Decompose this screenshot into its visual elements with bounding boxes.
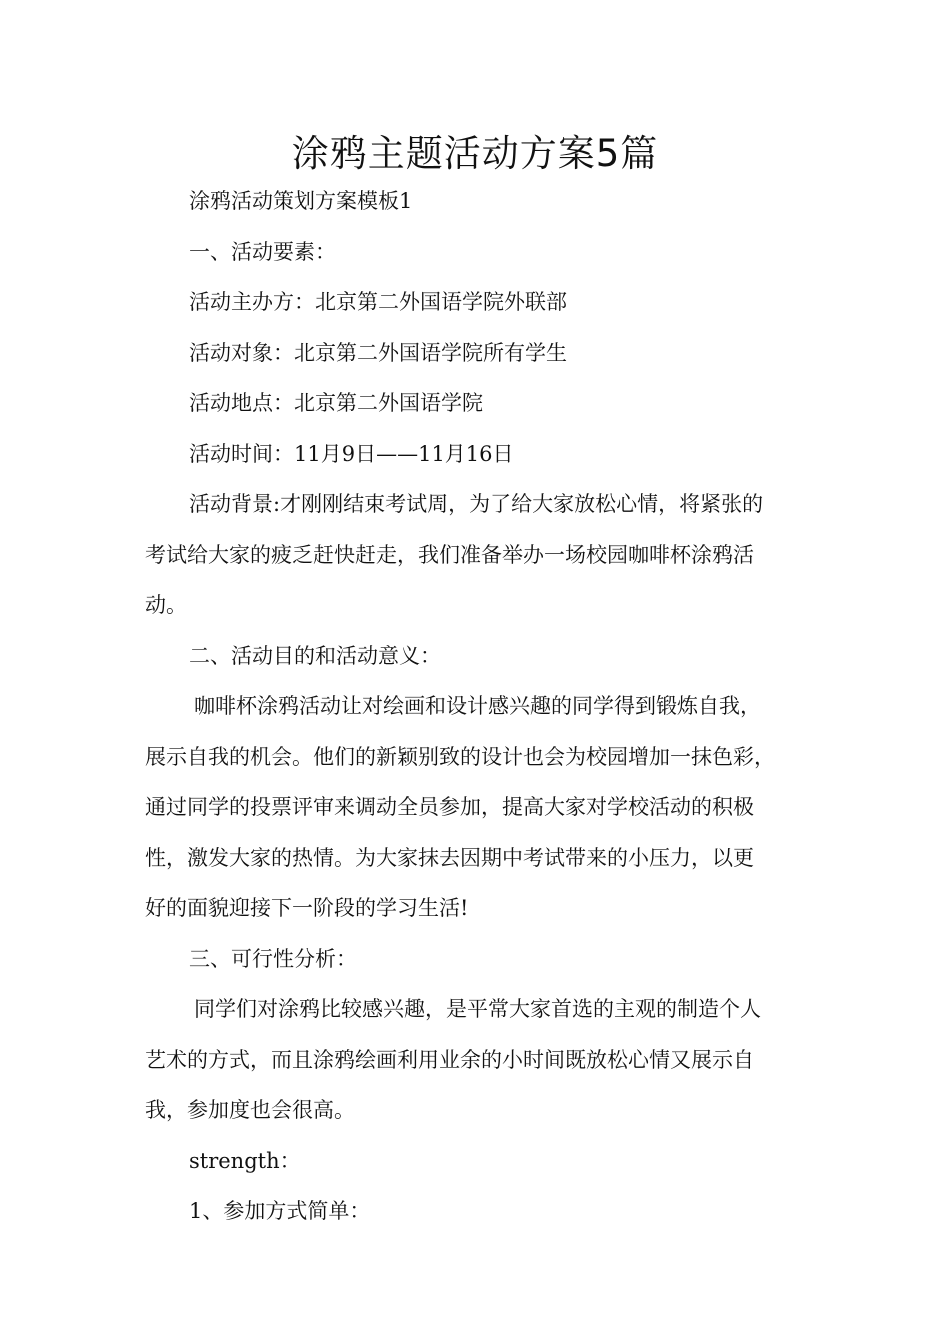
- section-heading-2: 二、活动目的和活动意义：: [189, 643, 441, 668]
- section-heading-3: 三、可行性分析：: [189, 946, 357, 971]
- document-body: [145, 176, 825, 1237]
- feasibility-line-3: 我，参加度也会很高。: [145, 1098, 355, 1122]
- feasibility-line-1: 同学们对涂鸦比较感兴趣，是平常大家首选的主观的制造个人: [194, 997, 761, 1021]
- purpose-line-4: 性，激发大家的热情。为大家抹去因期中考试带来的小压力，以更: [145, 845, 754, 870]
- purpose-line-3: 通过同学的投票评审来调动全员参加，提高大家对学校活动的积极: [145, 795, 754, 819]
- background-line-1: 活动背景:才刚刚结束考试周，为了给大家放松心情，将紧张的: [189, 492, 764, 516]
- document-title: 涂鸦主题活动方案5篇: [291, 132, 659, 175]
- strength-heading: strength：: [189, 1148, 301, 1173]
- purpose-line-2: 展示自我的机会。他们的新颖别致的设计也会为校园增加一抹色彩，: [145, 744, 775, 769]
- section-heading-1: 一、活动要素：: [189, 239, 336, 264]
- purpose-line-5: 好的面貌迎接下一阶段的学习生活!: [145, 896, 469, 920]
- purpose-line-1: 咖啡杯涂鸦活动让对绘画和设计感兴趣的同学得到锻炼自我，: [194, 694, 761, 718]
- background-line-3: 动。: [145, 593, 187, 617]
- time-line: 活动时间：11月9日——11月16日: [189, 441, 514, 466]
- section-subtitle: 涂鸦活动策划方案模板1: [189, 189, 413, 213]
- location-line: 活动地点：北京第二外国语学院: [189, 391, 483, 415]
- strength-item-1: 1、参加方式简单：: [189, 1199, 371, 1223]
- background-line-2: 考试给大家的疲乏赶快赶走，我们准备举办一场校园咖啡杯涂鸦活: [145, 542, 754, 567]
- audience-line: 活动对象：北京第二外国语学院所有学生: [189, 340, 567, 365]
- feasibility-line-2: 艺术的方式，而且涂鸦绘画利用业余的小时间既放松心情又展示自: [145, 1047, 754, 1072]
- organizer-line: 活动主办方：北京第二外国语学院外联部: [189, 290, 567, 314]
